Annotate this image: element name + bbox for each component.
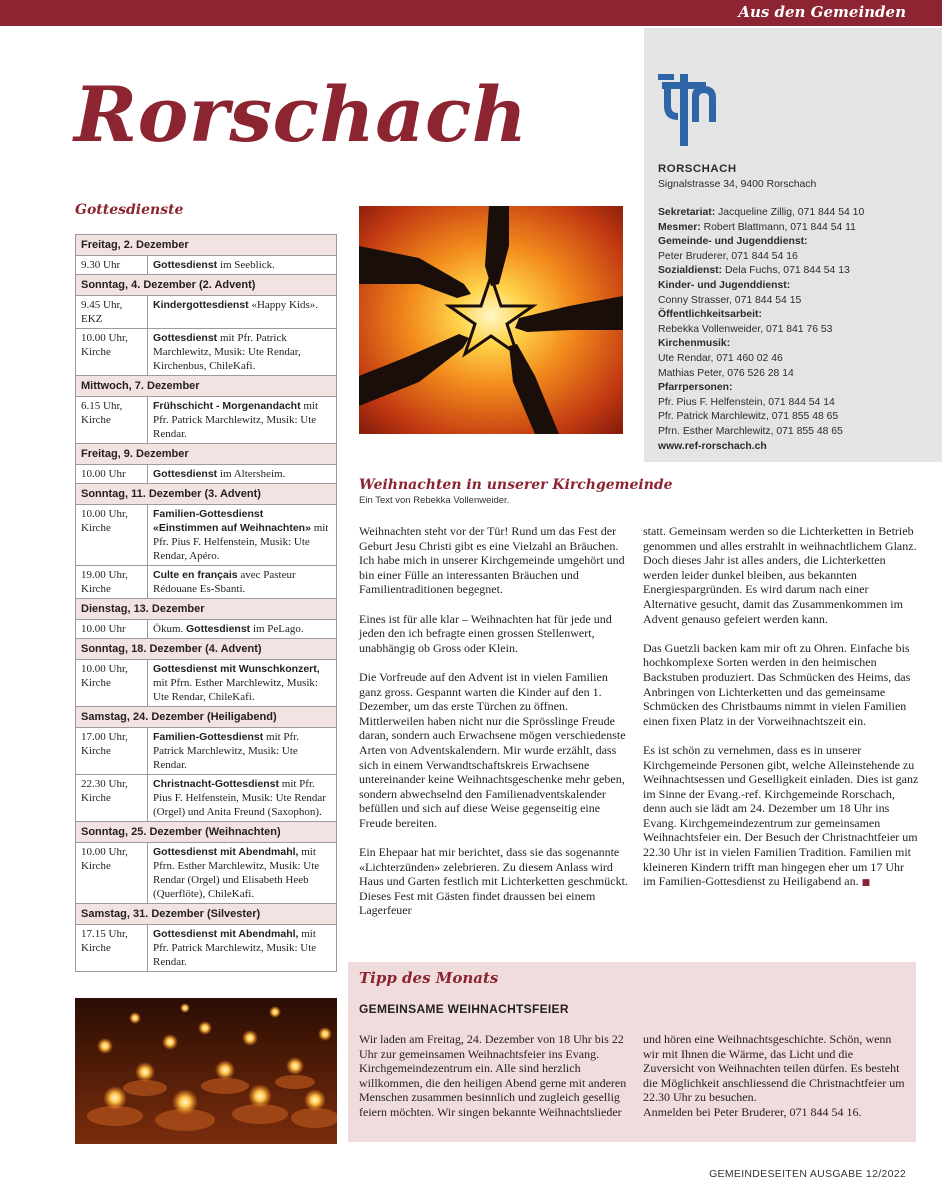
contact-line — [658, 264, 938, 279]
service-detail: mit Pfr. Patrick Marchlewitz, Musik: Ute Rendar. — [153, 731, 300, 771]
table-row — [76, 296, 337, 329]
contact-address: Signalstrasse 34, 9400 Rorschach — [658, 179, 817, 190]
place-value: Kirche — [81, 583, 111, 595]
place-value: Kirche — [81, 414, 111, 426]
place-value: Kirche — [81, 792, 111, 804]
service-desc — [148, 843, 337, 904]
service-title: Kindergottesdienst — [153, 299, 249, 311]
time-value: 19.00 Uhr, — [81, 569, 128, 581]
article-paragraph — [643, 743, 919, 891]
table-row — [76, 660, 337, 707]
table-row — [76, 465, 337, 484]
contact-label: Sozialdienst: — [658, 265, 723, 277]
day-label: Sonntag, 18. Dezember (4. Advent) — [76, 639, 337, 660]
contact-value: Ute Rendar, 071 460 02 46 — [658, 352, 783, 364]
service-desc — [148, 775, 337, 822]
day-label: Mittwoch, 7. Dezember — [76, 376, 337, 397]
service-desc — [148, 566, 337, 599]
day-row — [76, 235, 337, 256]
service-title: Gottesdienst mit Abendmahl, — [153, 846, 299, 858]
article-paragraph: statt. Gemeinsam werden so die Lichterketten in Betrieb genommen und alles erstrahlt in weihnachtlichem Glanz. Doch dieses Jahr ist alles anders, die Lichterketten werden leider dunkel bleiben, aus bekannten Energiespargründen. Es wird darum nach einer Alternative gesucht, damit das Zusammenkommen im Advent genauso gefeiert werden kann. — [643, 524, 917, 626]
table-row — [76, 329, 337, 376]
day-row — [76, 639, 337, 660]
tip-subheading: GEMEINSAME WEIHNACHTSFEIER — [359, 1002, 569, 1016]
place-value: EKZ — [81, 313, 103, 325]
table-row — [76, 505, 337, 566]
tip-contact: Anmelden bei Peter Bruderer, 071 844 54 16. — [643, 1104, 862, 1119]
contact-label: Gemeinde- und Jugenddienst: — [658, 236, 808, 248]
contact-value: Conny Strasser, 071 844 54 15 — [658, 294, 802, 306]
time-value: 10.00 Uhr, — [81, 846, 128, 858]
contact-label: Pfarrpersonen: — [658, 382, 733, 394]
day-row — [76, 904, 337, 925]
article-paragraph: Die Vorfreude auf den Advent ist in vielen Familien ganz gross. Gespannt warten die Kinder auf den 1. Dezember, um das erste Türchen zu öffnen. Mittlerweilen haben nicht nur die Sprösslinge Freude daran, sondern auch Erwachsene mögen verschiedenste Arten von Adventskalendern. Mir wurde erzählt, dass sich in einem Verwandtschaftskreis Erwachsene untereinander keine Weihnachtsgeschenke mehr geben, sondern abwechselnd den Familienadventskalender befüllen und sich auf diese Weise gegenseitig eine Freude bereiten. — [359, 669, 626, 830]
service-time — [76, 660, 148, 707]
contact-label: Sekretariat: — [658, 207, 716, 218]
website-link[interactable]: www.ref-rorschach.ch — [658, 440, 767, 452]
service-desc — [148, 728, 337, 775]
service-title: Christnacht-Gottesdienst — [153, 778, 280, 790]
service-detail: im PeLago. — [250, 623, 304, 635]
service-time — [76, 296, 148, 329]
day-row — [76, 822, 337, 843]
service-time — [76, 775, 148, 822]
contact-value: Dela Fuchs, 071 844 54 13 — [724, 265, 850, 277]
service-detail: mit Pfrn. Esther Marchlewitz, Musik: Ute Rendar (Orgel) und Elisabeth Heeb (Querflöte), ChileKafi. — [153, 846, 320, 900]
service-detail: mit Pfr. Patrick Marchlewitz, Musik: Ute Rendar. — [153, 928, 317, 968]
contact-label: Kirchenmusik: — [658, 338, 731, 350]
place-value: Kirche — [81, 860, 111, 872]
place-value: Kirche — [81, 522, 111, 534]
service-time — [76, 925, 148, 972]
article-text: Es ist schön zu vernehmen, dass es in unserer Kirchgemeinde Personen gibt, welche Alleinstehende zu Weihnachtsessen und Geselligkeit einladen. Dies ist ganz im Sinne der Evang.-ref. Kirchgemeinde Rorschach, denn auch sie lädt am 24. Dezember um 18 Uhr ins Evang. Kirchgemeindezentrum zur gemeinsamen Weihnachtsfeier ein. Der Besuch der Christnachtfeier um 22.30 Uhr ist in vielen Familien Tradition. Familien mit kleineren Kindern trifft man hingegen eher um 17 Uhr im Familien-Gottesdienst zu Heiligabend an. — [643, 742, 919, 889]
service-detail: mit Pfrn. Esther Marchlewitz, Musik: Ute Rendar, ChileKafi. — [153, 677, 318, 703]
service-title: Gottesdienst — [153, 468, 218, 480]
contact-line — [658, 206, 938, 221]
service-title: Gottesdienst — [153, 259, 218, 271]
table-row — [76, 728, 337, 775]
time-value: 22.30 Uhr, — [81, 778, 128, 790]
article-column-2 — [643, 524, 919, 905]
contact-value: Pfrn. Esther Marchlewitz, 071 855 48 65 — [658, 425, 843, 437]
day-label: Sonntag, 25. Dezember (Weihnachten) — [76, 822, 337, 843]
time-value: 10.00 Uhr, — [81, 508, 128, 520]
contact-value: Peter Bruderer, 071 844 54 16 — [658, 250, 798, 262]
service-time: 9.30 Uhr — [76, 256, 148, 275]
tip-text-1: Wir laden am Freitag, 24. Dezember von 18 Uhr bis 22 Uhr zur gemeinsamen Weihnachtsfeier ins Evang. Kirchgemeindezentrum ein. Alle sind herzlich willkommen, die den heiligen Abend gerne mit anderen Menschen zusammen besinnlich und zugleich gesellig feiern möchten. Wir singen bekannte Weihnachtslieder — [359, 1032, 627, 1119]
service-desc — [148, 660, 337, 707]
contact-label: Kinder- und Jugenddienst: — [658, 279, 791, 291]
service-time — [76, 728, 148, 775]
service-detail: mit Pfr. Pius F. Helfenstein, Musik: Ute Rendar (Orgel) und Anita Freund (Saxophon). — [153, 778, 326, 818]
tip-box — [348, 962, 916, 1142]
service-title: Gottesdienst — [153, 332, 218, 344]
article-paragraph: Eines ist für alle klar – Weihnachten hat für jede und jeden den ich befragte einen grossen Stellenwert, unabhängig ob Gross oder Klein. — [359, 611, 612, 655]
service-time — [76, 329, 148, 376]
service-detail: mit Pfr. Patrick Marchlewitz, Musik: Ute Rendar, Kirchenbus, ChileKafi. — [153, 332, 301, 372]
day-label: Sonntag, 11. Dezember (3. Advent) — [76, 484, 337, 505]
service-title: Frühschicht - Morgenandacht — [153, 400, 301, 412]
table-row — [76, 256, 337, 275]
tip-text-2 — [643, 1032, 905, 1120]
service-time — [76, 397, 148, 444]
place-value: Kirche — [81, 677, 111, 689]
day-row — [76, 376, 337, 397]
table-row — [76, 925, 337, 972]
tip-heading: Tipp des Monats — [359, 969, 499, 987]
day-row — [76, 599, 337, 620]
place-value: Kirche — [81, 346, 111, 358]
header-bar — [0, 0, 942, 26]
service-time — [76, 843, 148, 904]
service-desc — [148, 256, 337, 275]
service-title: Gottesdienst mit Wunschkonzert, — [153, 663, 320, 675]
contact-value: Jacqueline Zillig, 071 844 54 10 — [718, 207, 865, 218]
contact-value: Rebekka Vollenweider, 071 841 76 53 — [658, 323, 833, 335]
end-mark-icon: ■ — [861, 878, 871, 889]
contact-value: Mathias Peter, 076 526 28 14 — [658, 367, 794, 379]
article-paragraph: Das Guetzli backen kam mir oft zu Ohren. Einfache bis hochkomplexe Sorten werden in den heimischen Backstuben produziert. Das Schmücken des Heims, das Anbringen von Lichterketten und das gemeinsame Schmücken des Christbaums nimmt in vielen Familien einen fixen Platz in der Vorweihnachtszeit ein. — [643, 640, 911, 728]
service-title: Culte en français — [153, 569, 238, 581]
day-label: Dienstag, 13. Dezember — [76, 599, 337, 620]
day-row — [76, 484, 337, 505]
tip-paragraph: und hören eine Weihnachtsgeschichte. Schön, wenn wir mit Ihnen die Wärme, das Licht und die Zuversicht von Weihnachten teilen dürfen. Es besteht die Möglichkeit anschliessend die Christnachtfeier um 22.30 Uhr zu besuchen. — [643, 1032, 905, 1105]
article-title: Weihnachten in unserer Kirchgemeinde — [359, 477, 673, 493]
article-paragraph: Ein Ehepaar hat mir berichtet, dass sie das sogenannte «Lichterzünden» zelebrieren. Zu diesem Anlass wird Haus und Garten festlich mit Lichterketten geschmückt. Dieses Fest mit Gästen findet draussen bei einem Lagerfeuer — [359, 845, 628, 918]
day-row — [76, 707, 337, 728]
service-title: Gottesdienst — [186, 623, 251, 635]
day-label: Freitag, 9. Dezember — [76, 444, 337, 465]
place-value: Kirche — [81, 942, 111, 954]
table-row — [76, 397, 337, 444]
contact-label: Öffentlichkeitsarbeit: — [658, 309, 762, 321]
time-value: 10.00 Uhr, — [81, 663, 128, 675]
service-time — [76, 505, 148, 566]
time-value: 17.00 Uhr, — [81, 731, 128, 743]
day-label: Samstag, 31. Dezember (Silvester) — [76, 904, 337, 925]
service-desc — [148, 397, 337, 444]
day-label: Samstag, 24. Dezember (Heiligabend) — [76, 707, 337, 728]
table-row — [76, 620, 337, 639]
section-label: Aus den Gemeinden — [738, 3, 906, 21]
service-time — [76, 566, 148, 599]
hands-star-photo — [359, 206, 623, 434]
footer-issue: GEMEINDESEITEN AUSGABE 12/2022 — [709, 1168, 906, 1180]
day-label: Freitag, 2. Dezember — [76, 235, 337, 256]
table-row — [76, 566, 337, 599]
service-desc — [148, 296, 337, 329]
day-label: Sonntag, 4. Dezember (2. Advent) — [76, 275, 337, 296]
article-column-1 — [359, 524, 629, 933]
contact-value: Pfr. Patrick Marchlewitz, 071 855 48 65 — [658, 411, 839, 423]
day-row — [76, 275, 337, 296]
service-desc — [148, 505, 337, 566]
service-detail: «Happy Kids». — [248, 299, 319, 311]
place-value: Kirche — [81, 745, 111, 757]
service-title: Familien-Gottesdienst — [153, 731, 264, 743]
article-paragraph: Weihnachten steht vor der Tür! Rund um das Fest der Geburt Jesu Christi gibt es eine Vielzahl an Bräuchen. Ich habe mich in unserer Kirchgemeinde umgehört und bin einer Fülle an interessanten Bräuchen und Familientraditionen begegnet. — [359, 524, 625, 597]
service-title: Gottesdienst mit Abendmahl, — [153, 928, 299, 940]
services-heading: Gottesdienste — [75, 202, 184, 218]
candles-photo — [75, 998, 337, 1144]
time-value: 17.15 Uhr, — [81, 928, 128, 940]
contact-box — [644, 28, 942, 462]
table-row — [76, 775, 337, 822]
article-byline: Ein Text von Rebekka Vollenweider. — [359, 495, 510, 506]
time-value: 10.00 Uhr, — [81, 332, 128, 344]
church-logo-icon — [658, 66, 722, 146]
service-desc — [148, 329, 337, 376]
service-time: 10.00 Uhr — [76, 620, 148, 639]
service-prefix: Ökum. — [153, 623, 186, 635]
contact-value: Robert Blattmann, 071 844 54 11 — [703, 221, 856, 233]
service-detail: avec Pasteur Rédouane Es-Sbanti. — [153, 569, 296, 595]
contact-list — [658, 206, 938, 454]
table-row — [76, 843, 337, 904]
day-row — [76, 444, 337, 465]
service-title: Familien-Gottesdienst «Einstimmen auf Weihnachten» — [153, 508, 311, 534]
contact-org: RORSCHACH — [658, 163, 737, 175]
time-value: 9.45 Uhr, — [81, 299, 123, 311]
services-table — [75, 234, 337, 972]
contact-label: Mesmer: — [658, 221, 701, 233]
service-detail: im Altersheim. — [217, 468, 286, 480]
page-title: Rorschach — [74, 70, 528, 159]
service-detail: mit Pfr. Pius F. Helfenstein, Musik: Ute Rendar, Apéro. — [153, 522, 329, 562]
service-time: 10.00 Uhr — [76, 465, 148, 484]
service-desc — [148, 465, 337, 484]
contact-value: Pfr. Pius F. Helfenstein, 071 844 54 14 — [658, 396, 835, 408]
service-desc — [148, 620, 337, 639]
service-desc — [148, 925, 337, 972]
service-detail: mit Pfr. Patrick Marchlewitz, Musik: Ute Rendar. — [153, 400, 319, 440]
time-value: 6.15 Uhr, — [81, 400, 123, 412]
contact-line — [658, 221, 938, 236]
service-detail: im Seeblick. — [217, 259, 275, 271]
